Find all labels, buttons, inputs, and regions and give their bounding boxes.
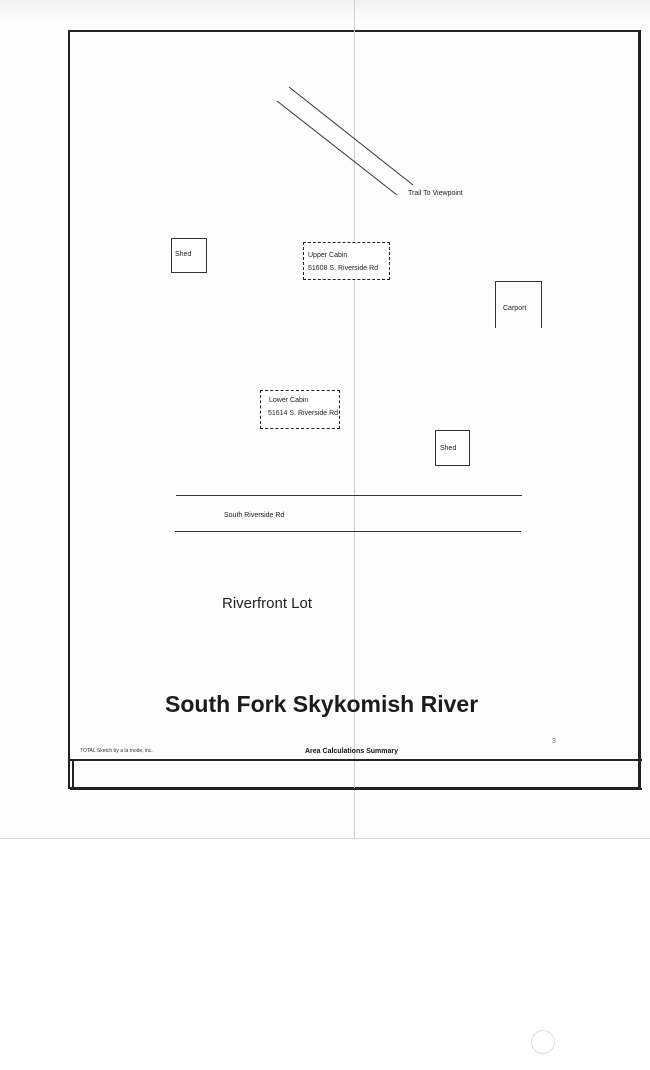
shed-top-label: Shed bbox=[175, 251, 192, 258]
lower-cabin-address: 51614 S. Riverside Rd bbox=[268, 410, 339, 417]
shed-bottom-label: Shed bbox=[440, 445, 457, 452]
summary-box-left bbox=[72, 761, 74, 789]
upper-cabin-address: 51608 S. Riverside Rd bbox=[308, 265, 379, 272]
scan-artifact-circle bbox=[531, 1030, 555, 1054]
summary-rule-top bbox=[70, 759, 642, 761]
carport-label: Carport bbox=[503, 305, 527, 312]
summary-title: Area Calculations Summary bbox=[305, 748, 398, 755]
software-credit: TOTAL Sketch by a la mode, inc. bbox=[80, 748, 153, 754]
page-number: 3 bbox=[552, 738, 556, 745]
lower-cabin bbox=[260, 390, 340, 429]
trail-line-upper bbox=[289, 87, 413, 185]
road-edge-south bbox=[175, 531, 521, 532]
road-edge-north bbox=[176, 495, 522, 496]
lower-cabin-name: Lower Cabin bbox=[269, 397, 309, 404]
summary-rule-bottom bbox=[70, 788, 642, 790]
upper-cabin bbox=[303, 242, 390, 280]
road-label: South Riverside Rd bbox=[224, 512, 285, 519]
lot-label: Riverfront Lot bbox=[222, 595, 313, 612]
carport bbox=[495, 281, 542, 328]
trail-line-lower bbox=[277, 101, 397, 195]
upper-cabin-name: Upper Cabin bbox=[308, 252, 348, 259]
shed-bottom bbox=[435, 430, 470, 466]
river-label: South Fork Skykomish River bbox=[165, 691, 479, 717]
shed-top bbox=[171, 238, 207, 273]
trail-label: Trail To Viewpoint bbox=[408, 190, 463, 197]
